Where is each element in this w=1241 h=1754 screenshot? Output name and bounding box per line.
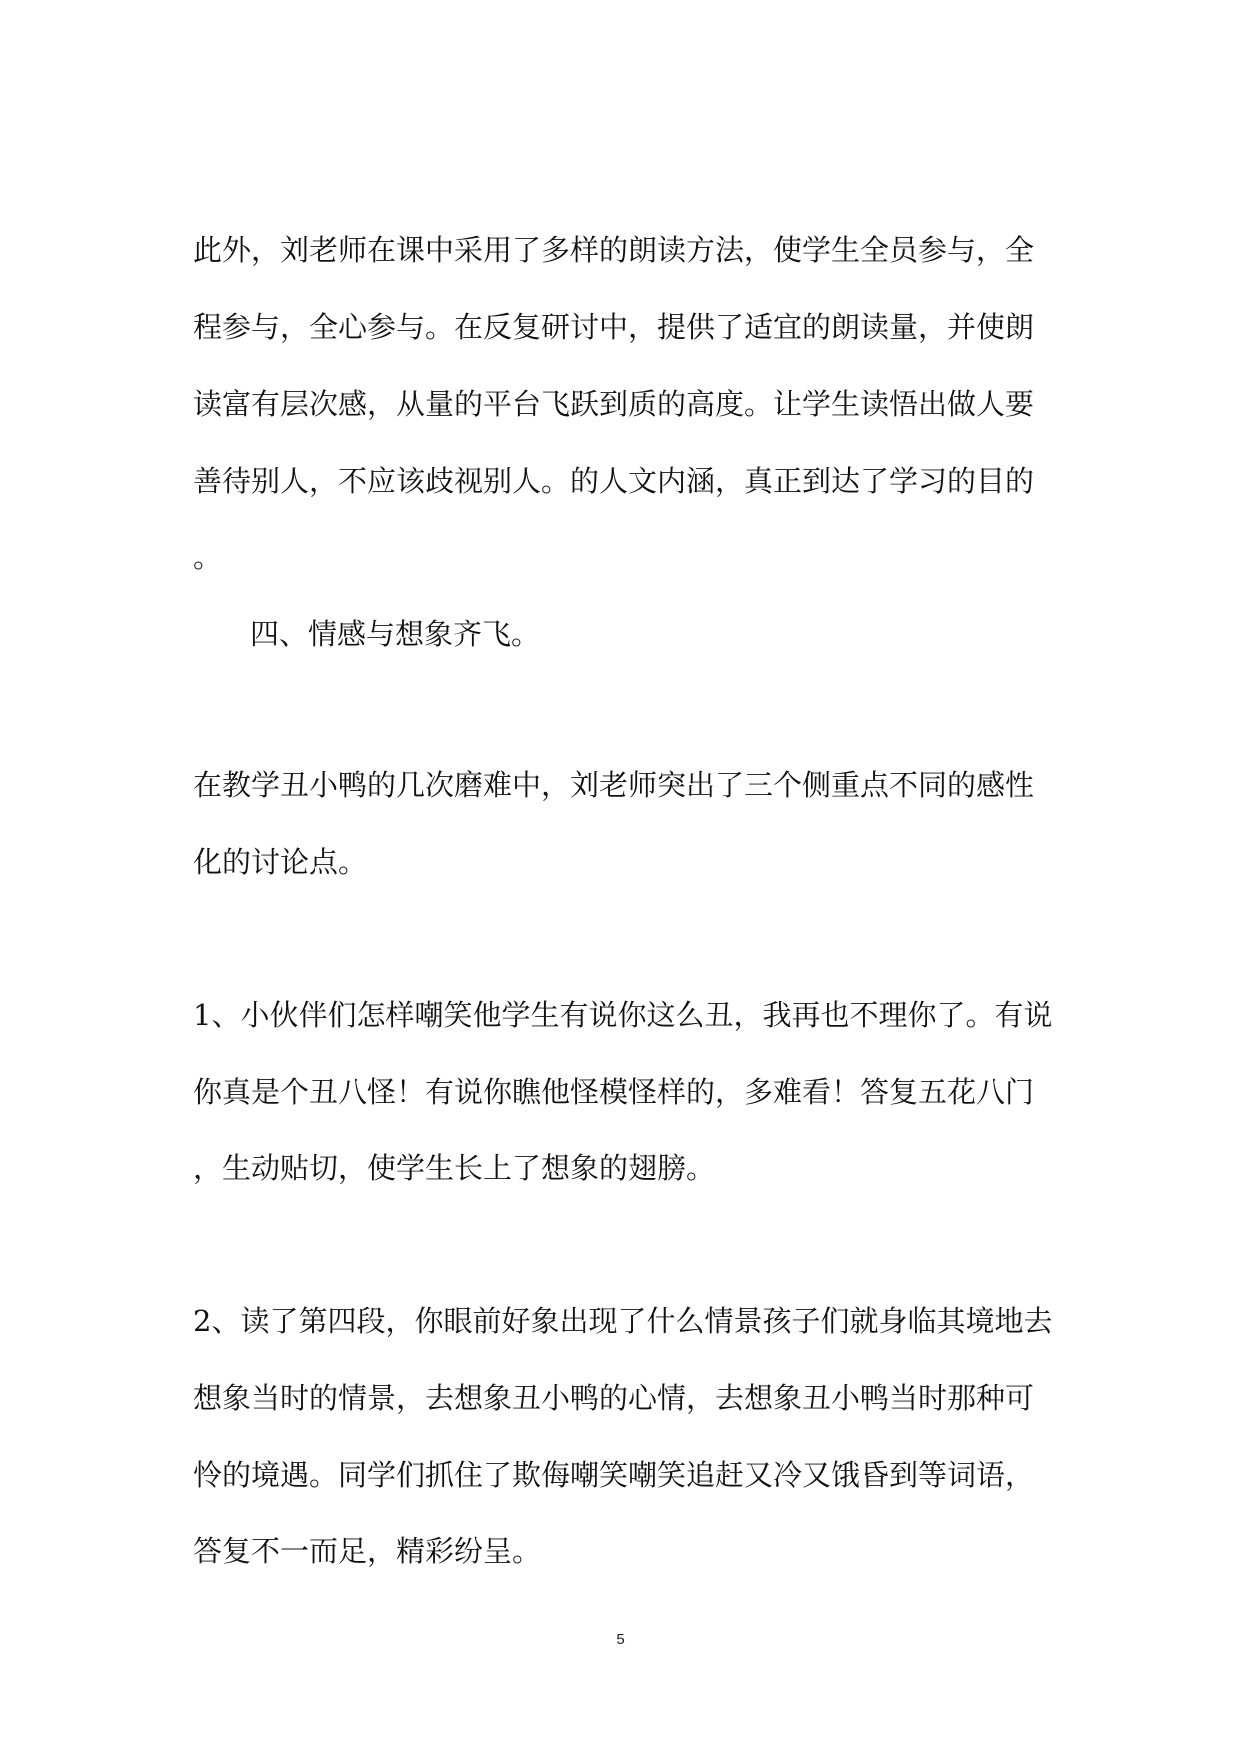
paragraph-3-line-3: ，生动贴切，使学生长上了想象的翅膀。 [193, 1151, 716, 1185]
paragraph-4-line-1: 2、读了第四段，你眼前好象出现了什么情景孩子们就身临其境地去 [193, 1304, 1053, 1338]
section-heading: 四、情感与想象齐飞。 [250, 617, 541, 651]
paragraph-4-line-4: 答复不一而足，精彩纷呈。 [193, 1534, 542, 1568]
paragraph-3-line-1: 1、小伙伴们怎样嘲笑他学生有说你这么丑，我再也不理你了。有说 [193, 998, 1053, 1032]
paragraph-1-line-5: 。 [193, 540, 223, 574]
paragraph-1-line-2: 程参与，全心参与。在反复研讨中，提供了适宜的朗读量，并使朗 [193, 310, 1035, 344]
paragraph-4-line-2: 想象当时的情景，去想象丑小鸭的心情，去想象丑小鸭当时那种可 [193, 1381, 1035, 1415]
paragraph-2-line-2: 化的讨论点。 [193, 845, 368, 879]
paragraph-2-line-1: 在教学丑小鸭的几次磨难中，刘老师突出了三个侧重点不同的感性 [193, 768, 1035, 802]
paragraph-4-line-3: 怜的境遇。同学们抓住了欺侮嘲笑嘲笑追赶又冷又饿昏到等词语， [193, 1458, 1035, 1492]
page-number: 5 [616, 1631, 625, 1648]
paragraph-1-line-3: 读富有层次感，从量的平台飞跃到质的高度。让学生读悟出做人要 [193, 387, 1035, 421]
paragraph-1-line-1: 此外，刘老师在课中采用了多样的朗读方法，使学生全员参与，全 [193, 233, 1035, 267]
paragraph-3-line-2: 你真是个丑八怪！有说你瞧他怪模怪样的，多难看！答复五花八门 [193, 1075, 1035, 1109]
paragraph-1-line-4: 善待别人，不应该歧视别人。的人文内涵，真正到达了学习的目的 [193, 464, 1035, 498]
